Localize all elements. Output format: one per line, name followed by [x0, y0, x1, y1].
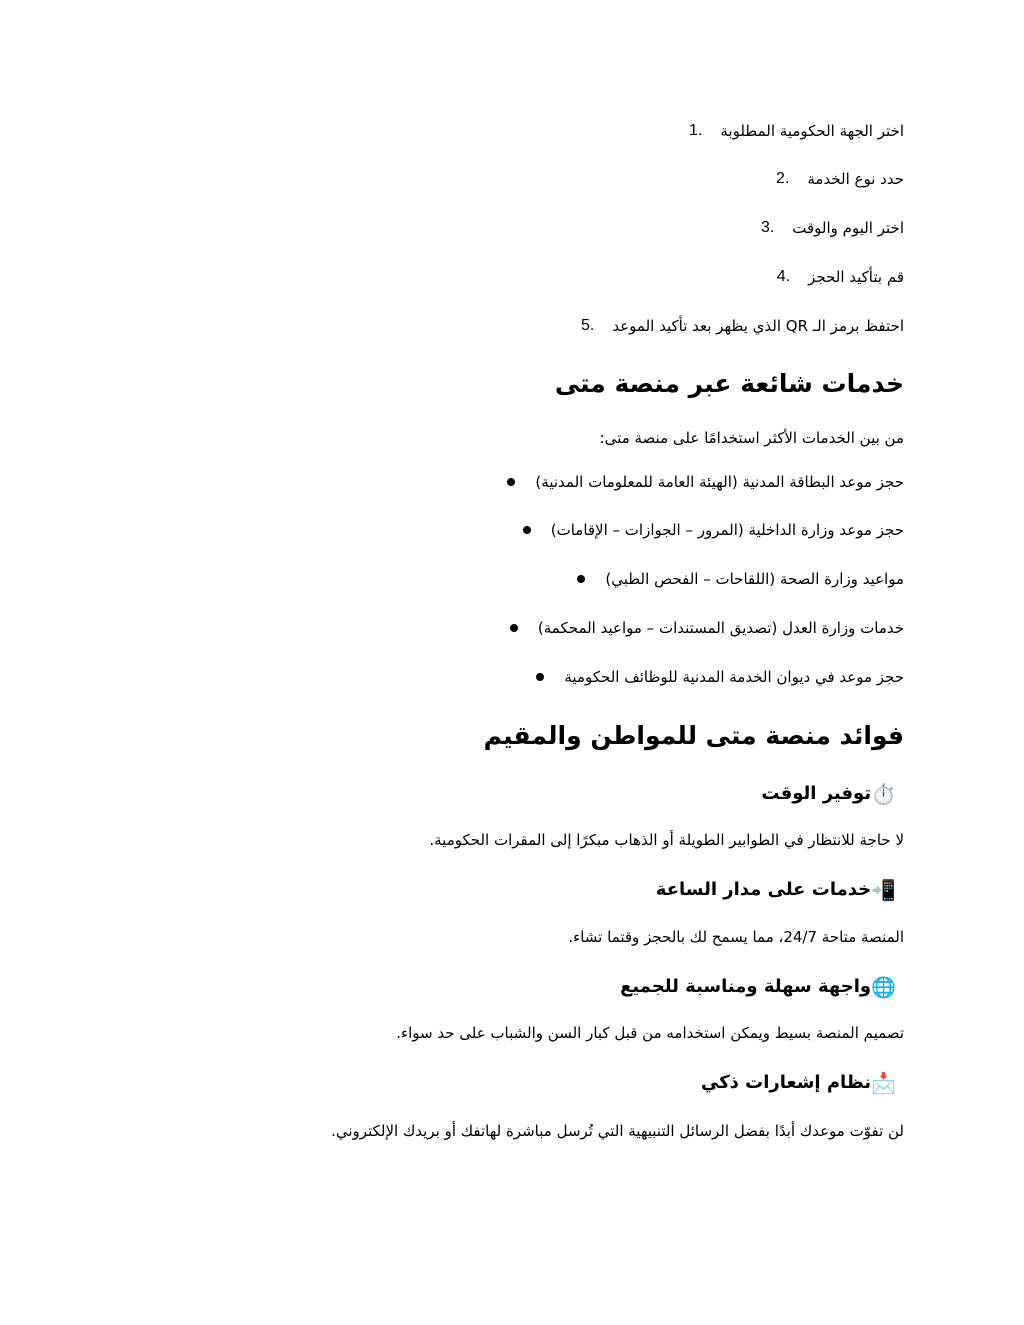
stopwatch-icon: ⏱️: [871, 782, 896, 806]
step-text: قم بتأكيد الحجز: [808, 268, 904, 286]
step-text: احتفظ برمز الـ QR الذي يظهر بعد تأكيد الموعد: [612, 317, 904, 335]
bullet-icon: [577, 575, 585, 583]
benefit-title: [656, 876, 904, 904]
step-text: حدد نوع الخدمة: [807, 170, 904, 188]
step-number: 1.: [689, 122, 703, 139]
benefit-title-text: توفير الوقت: [761, 783, 872, 804]
benefit-title-text: خدمات على مدار الساعة: [655, 879, 872, 900]
globe-icon: 🌐: [871, 975, 896, 999]
mobile-phone-arrow-icon: 📲: [871, 878, 896, 902]
bullet-icon: [523, 526, 531, 534]
benefit-description: لن تفوّت موعدك أبدًا بفضل الرسائل التنبيهية التي تُرسل مباشرة لهاتفك أو بريدك الإلكتروني.: [331, 1122, 904, 1140]
benefit-title: [701, 1069, 904, 1097]
benefit-title: [761, 780, 904, 808]
step-item-1: [689, 118, 904, 144]
step-item-5: [581, 313, 904, 339]
service-item: [523, 517, 904, 543]
benefit-description: المنصة متاحة 24/7، مما يسمح لك بالحجز وقتما تشاء.: [568, 928, 904, 946]
service-item-text: حجز موعد في ديوان الخدمة المدنية للوظائف الحكومية: [564, 668, 904, 686]
services-intro: من بين الخدمات الأكثر استخدامًا على منصة متى:: [599, 429, 904, 447]
benefit-title-text: واجهة سهلة ومناسبة للجميع: [620, 976, 872, 997]
envelope-arrow-icon: 📩: [871, 1071, 896, 1095]
service-item: [510, 615, 904, 641]
step-text: اختر اليوم والوقت: [792, 219, 904, 237]
benefit-title-text: نظام إشعارات ذكي: [700, 1072, 872, 1093]
step-text: اختر الجهة الحكومية المطلوبة: [720, 122, 904, 140]
step-number: 5.: [581, 317, 595, 334]
service-item: [577, 566, 904, 592]
step-item-4: [777, 264, 904, 290]
benefit-title: [620, 973, 904, 1001]
benefit-description: لا حاجة للانتظار في الطوابير الطويلة أو الذهاب مبكرًا إلى المقرات الحكومية.: [429, 831, 904, 849]
benefits-heading: فوائد منصة متى للمواطن والمقيم: [483, 721, 904, 750]
service-item-text: مواعيد وزارة الصحة (اللقاحات – الفحص الطبي): [605, 570, 904, 588]
bullet-icon: [536, 673, 544, 681]
step-number: 4.: [776, 268, 791, 285]
bullet-icon: [510, 624, 518, 632]
bullet-icon: [507, 478, 515, 486]
step-item-2: [776, 166, 904, 192]
service-item: [536, 664, 904, 690]
service-item-text: حجز موعد وزارة الداخلية (المرور – الجوازات – الإقامات): [550, 521, 904, 539]
service-item: [507, 469, 904, 495]
service-item-text: خدمات وزارة العدل (تصديق المستندات – مواعيد المحكمة): [537, 619, 904, 637]
step-number: 2.: [776, 170, 790, 187]
step-number: 3.: [760, 219, 775, 236]
services-heading: خدمات شائعة عبر منصة متى: [554, 369, 904, 398]
service-item-text: حجز موعد البطاقة المدنية (الهيئة العامة للمعلومات المدنية): [535, 473, 904, 491]
benefit-description: تصميم المنصة بسيط ويمكن استخدامه من قبل كبار السن والشباب على حد سواء.: [396, 1024, 904, 1042]
step-item-3: [761, 215, 904, 241]
